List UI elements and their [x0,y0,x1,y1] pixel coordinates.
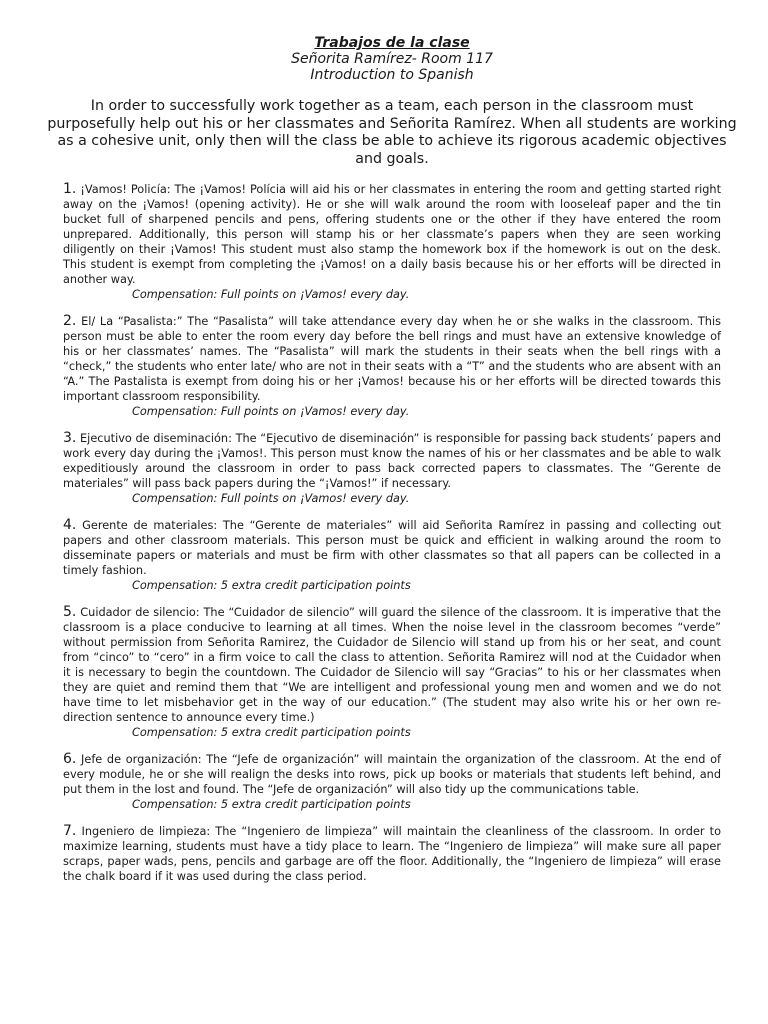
job-number: 1. [63,181,77,197]
job-number: 4. [63,517,77,533]
intro-paragraph: In order to successfully work together as a team, each person in the classroom must purposefully help out his or her classmates and Señorita Ramírez. When all students are working as a cohesive unit, only then will the class be able to achieve its rigorous academic objectives and goals. [47,98,737,167]
job-item [63,182,721,302]
job-item [63,314,721,419]
job-description: ¡Vamos! Policía: The ¡Vamos! Polícia will aid his or her classmates in entering the room and getting started right away on the ¡Vamos! (opening activity). He or she will walk around the room with looseleaf paper and the tin bucket full of sharpened pencils and pens, offering students one or the other if they have entered the room unprepared. Additionally, this person will stamp his or her classmate’s papers when they are seen working diligently on their ¡Vamos! This student must also stamp the homework box if the homework is out on the desk. This student is exempt from completing the ¡Vamos! on a daily basis because his or her efforts will be directed in another way. [63,183,721,286]
job-item [63,824,721,884]
job-number: 3. [63,430,77,446]
job-description: Gerente de materiales: The “Gerente de materiales” will aid Señorita Ramírez in passing and collecting out papers and other classroom materials. This person must be quick and efficient in walking around the room to disseminate papers or materials and must be firm with other classmates so that all papers can be collected in a timely fashion. [63,519,722,577]
job-description: Jefe de organización: The “Jefe de organización” will maintain the organization of the classroom. At the end of every module, he or she will realign the desks into rows, pick up books or materials that students left behind, and put them in the lost and found. The “Jefe de organización” will also tidy up the communications table. [63,753,722,796]
job-compensation: Compensation: 5 extra credit participation points [132,579,411,592]
job-item [63,605,721,740]
job-description: Ingeniero de limpieza: The “Ingeniero de limpieza” will maintain the cleanliness of the classroom. In order to maximize learning, students must have a tidy place to learn. The “Ingeniero de limpieza” will make sure all paper scraps, paper wads, pens, pencils and garbage are off the floor. Additionally, the “Ingeniero de limpieza” will erase the chalk board if it was used during the class period. [63,825,722,883]
job-number: 7. [63,823,77,839]
job-compensation: Compensation: 5 extra credit participation points [132,726,411,739]
document-title: Trabajos de la clase [314,35,470,51]
job-description: Cuidador de silencio: The “Cuidador de silencio” will guard the silence of the classroom. It is imperative that the classroom is a place conducive to learning at all times. When the noise level in the classroom becomes “verde” without permission from Señorita Ramirez, the Cuidador de Silencio will stand up from his or her seat, and count from “cinco” to “cero” in a firm voice to call the class to attention. Señorita Ramirez will nod at the Cuidador when it is necessary to begin the countdown. The Cuidador de Silencio will say “Gracias” to his or her classmates when they are quiet and remind them that “We are intelligent and professional young men and women and we do not have time to let misbehavior get in the way of our education.” (The student may also write his or her own re-direction sentence to announce every time.) [63,606,721,724]
job-description: Ejecutivo de diseminación: The “Ejecutivo de diseminación” is responsible for passing back students’ papers and work every day during the ¡Vamos!. This person must know the names of his or her classmates and be able to walk expeditiously around the classroom in order to pass back corrected papers to classmates. The “Gerente de materiales” will pass back papers during the “¡Vamos!” if necessary. [63,432,722,490]
course-name: Introduction to Spanish [310,67,474,83]
job-compensation: Compensation: Full points on ¡Vamos! every day. [132,405,410,418]
job-list [63,182,721,884]
document-header [63,0,721,83]
job-compensation: Compensation: Full points on ¡Vamos! every day. [132,492,410,505]
job-compensation: Compensation: 5 extra credit participation points [132,798,411,811]
job-item [63,752,721,812]
job-number: 2. [63,313,77,329]
job-description: El/ La “Pasalista:” The “Pasalista” will take attendance every day when he or she walks in the classroom. This person must be able to enter the room every day before the bell rings and must have an extensive knowledge of his or her classmates’ names. The “Pasalista” will mark the students in their seats when the bell rings with a “check,” the students who enter late/ who are not in their seats with a “T” and the students who are absent with an “A.” The Pastalista is exempt from doing his or her ¡Vamos! because his or her efforts will be directed towards this important classroom responsibility. [63,315,721,403]
job-item [63,431,721,506]
job-number: 6. [63,751,77,767]
teacher-room: Señorita Ramírez- Room 117 [291,51,493,67]
job-compensation: Compensation: Full points on ¡Vamos! every day. [132,288,410,301]
job-number: 5. [63,604,77,620]
job-item [63,518,721,593]
